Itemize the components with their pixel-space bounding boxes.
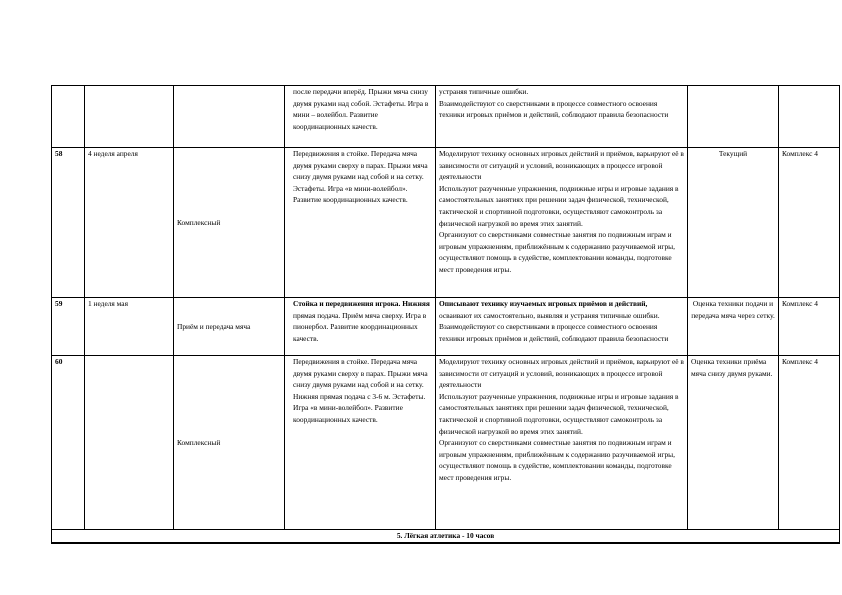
section-heading: 5. Лёгкая атлетика - 10 часов — [52, 530, 840, 543]
lesson-number — [52, 86, 85, 148]
homework: Комплекс 4 — [779, 298, 840, 356]
activity-paragraph: Моделируют технику основных игровых действий и приёмов, варьируют её в зависимости от ситуаций и условий, возникающих в процессе игровой деятельности — [439, 149, 684, 182]
activity-paragraph: Используют разученные упражнения, подвижные игры и игровые задания в самостоятельных занятиях при решении задач физической, технической, тактической и спортивной подготовки, осуществляют самоконтроль за физической нагрузкой во время этих занятий. — [439, 183, 679, 228]
control-type — [688, 86, 779, 148]
student-activity — [436, 356, 688, 530]
lesson-content: Передвижения в стойке. Передача мяча двумя руками сверху в парах. Прыжи мяча снизу двумя руками над собой и на сетку. Эстафеты. Игра «в мини-волейбол». Развитие координационных качеств. — [285, 148, 436, 298]
lesson-type — [174, 86, 285, 148]
activity-paragraph: Взаимодействуют со сверстниками в процессе совместного освоения техники игровых приёмов и действий, соблюдают правила безопасности — [439, 322, 669, 343]
lesson-plan-table — [51, 85, 840, 544]
student-activity — [436, 148, 688, 298]
lesson-date — [85, 356, 174, 530]
table-row — [52, 148, 840, 298]
homework: Комплекс 4 — [779, 356, 840, 530]
table-row — [52, 356, 840, 530]
activity-paragraph: Взаимодействуют со сверстниками в процессе совместного освоения техники игровых приёмов и действий, соблюдают правила безопасности — [439, 98, 669, 120]
activity-paragraph: Организуют со сверстниками совместные занятия по подвижным играм и игровым упражнениям, приближённым к содержанию разучиваемой игры, осуществляют помощь в судействе, комплектовании команды, подготовке мест проведения игры. — [439, 230, 675, 274]
control-type: Оценка техники приёма мяча снизу двумя руками. — [688, 356, 779, 530]
lesson-number: 59 — [52, 298, 85, 356]
lesson-date — [85, 86, 174, 148]
control-type: Оценка техники подачи и передача мяча через сетку. — [688, 298, 779, 356]
lesson-number: 58 — [52, 148, 85, 298]
lesson-type: Приём и передача мяча — [174, 298, 285, 356]
homework — [779, 86, 840, 148]
table-row — [52, 530, 840, 543]
lesson-content: после передачи вперёд. Прыжи мяча снизу двумя руками над собой. Эстафеты. Игра в мини – волейбол. Развитие координационных качеств. — [285, 86, 436, 148]
lesson-date: 4 неделя апреля — [85, 148, 174, 298]
lesson-content: Передвижения в стойке. Передача мяча двумя руками сверху в парах. Прыжи мяча снизу двумя руками над собой и на сетку. Нижняя прямая подача с 3-6 м. Эстафеты. Игра «в мини-волейбол». Развитие координационных качеств. — [285, 356, 436, 530]
lesson-type: Комплексный — [174, 356, 285, 530]
activity-paragraph: Используют разученные упражнения, подвижные игры и игровые задания в самостоятельных занятиях при решении задач физической, технической, тактической и спортивной подготовки, осуществляют самоконтроль за физической нагрузкой во время этих занятий. — [439, 391, 679, 436]
control-type: Текущий — [688, 148, 779, 298]
table-row — [52, 86, 840, 148]
student-activity — [436, 86, 688, 148]
activity-paragraph: устраняя типичные ошибки. — [439, 87, 529, 96]
student-activity — [436, 298, 688, 356]
lesson-date: 1 неделя мая — [85, 298, 174, 356]
lesson-type: Комплексный — [174, 148, 285, 298]
homework: Комплекс 4 — [779, 148, 840, 298]
activity-paragraph: Описывают технику изучаемых игровых приёмов и действий, осваивают их самостоятельно, выявляя и устраняя типичные ошибки. — [439, 299, 660, 320]
lesson-number: 60 — [52, 356, 85, 530]
activity-paragraph: Организуют со сверстниками совместные занятия по подвижным играм и игровым упражнениям, приближённым к содержанию разучиваемой игры, осуществляют помощь в судействе, комплектовании команды, подготовке мест проведения игры. — [439, 438, 675, 482]
table-row — [52, 298, 840, 356]
lesson-content: Стойка и передвижения игрока. Нижняя прямая подача. Приём мяча сверху. Игра в пионербол. Развитие координационных качеств. — [285, 298, 436, 356]
activity-paragraph: Моделируют технику основных игровых действий и приёмов, варьируют её в зависимости от ситуаций и условий, возникающих в процессе игровой деятельности — [439, 357, 684, 390]
